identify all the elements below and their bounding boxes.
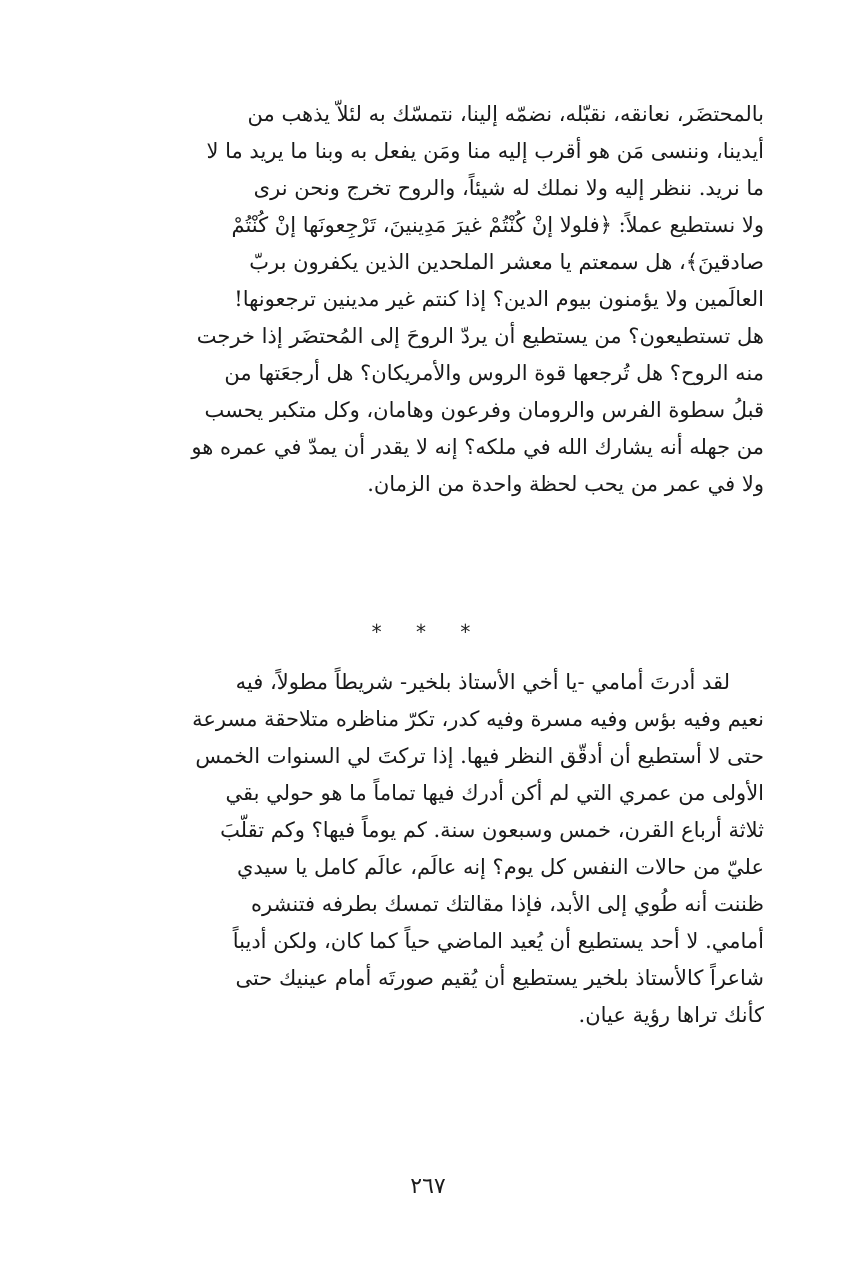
text-line: كأنك تراها رؤية عيان.	[578, 1003, 764, 1027]
text-line: عليّ من حالات النفس كل يوم؟ إنه عالَم، عالَم كامل يا سيدي	[237, 855, 764, 879]
text-line: قبلُ سطوة الفرس والرومان وفرعون وهامان، وكل متكبر يحسب	[204, 398, 764, 422]
text-line: صادقينَ﴾، هل سمعتم يا معشر الملحدين الذين يكفرون بربّ	[249, 250, 764, 274]
text-line: هل تستطيعون؟ من يستطيع أن يردّ الروحَ إلى المُحتضَر إذا خرجت	[196, 324, 764, 348]
text-line: منه الروح؟ هل تُرجعها قوة الروس والأمريكان؟ هل أرجعَتها من	[224, 361, 764, 385]
text-line: ما نريد. ننظر إليه ولا نملك له شيئاً، والروح تخرج ونحن نرى	[253, 176, 764, 200]
text-line: من جهله أنه يشارك الله في ملكه؟ إنه لا يقدر أن يمدّ في عمره هو	[191, 435, 764, 459]
text-line: حتى لا أستطيع أن أدقّق النظر فيها. إذا تركتَ لي السنوات الخمس	[195, 744, 764, 768]
text-line: ولا في عمر من يحب لحظة واحدة من الزمان.	[367, 472, 764, 496]
text-line: أمامي. لا أحد يستطيع أن يُعيد الماضي حياً كما كان، ولكن أديباً	[232, 929, 764, 953]
text-line: الأولى من عمري التي لم أكن أدرك فيها تماماً ما هو حولي بقي	[225, 781, 764, 805]
text-line: نعيم وفيه بؤس وفيه مسرة وفيه كدر، تكرّ مناظره متلاحقة مسرعة	[192, 707, 764, 731]
page-number: ٢٦٧	[410, 1174, 446, 1199]
text-line: ظننت أنه طُوي إلى الأبد، فإذا مقالتك تمسك بطرفه فتنشره	[251, 892, 764, 916]
paragraph-1	[92, 96, 764, 503]
paragraph-2	[92, 664, 764, 1034]
text-line: ثلاثة أرباع القرن، خمس وسبعون سنة. كم يوماً فيها؟ وكم تقلّبَ	[220, 818, 764, 842]
section-separator: * * *	[371, 620, 485, 644]
text-line: بالمحتضَر، نعانقه، نقبّله، نضمّه إلينا، نتمسّك به لئلاّ يذهب من	[247, 102, 764, 126]
text-line: شاعراً كالأستاذ بلخير يستطيع أن يُقيم صورتَه أمام عينيك حتى	[235, 966, 764, 990]
text-line: لقد أدرتَ أمامي -يا أخي الأستاذ بلخير- شريطاً مطولاً، فيه	[235, 670, 730, 694]
text-line: أيدينا، وننسى مَن هو أقرب إليه منا ومَن يفعل به وبنا ما يريد ما لا	[206, 139, 764, 163]
text-line: العالَمين ولا يؤمنون بيوم الدين؟ إذا كنتم غير مدينين ترجعونها!	[234, 287, 764, 311]
text-line: ولا نستطيع عملاً: ﴿فلولا إنْ كُنْتُمْ غيرَ مَدِينينَ، تَرْجِعونَها إنْ كُنْتُمْ	[231, 213, 764, 237]
